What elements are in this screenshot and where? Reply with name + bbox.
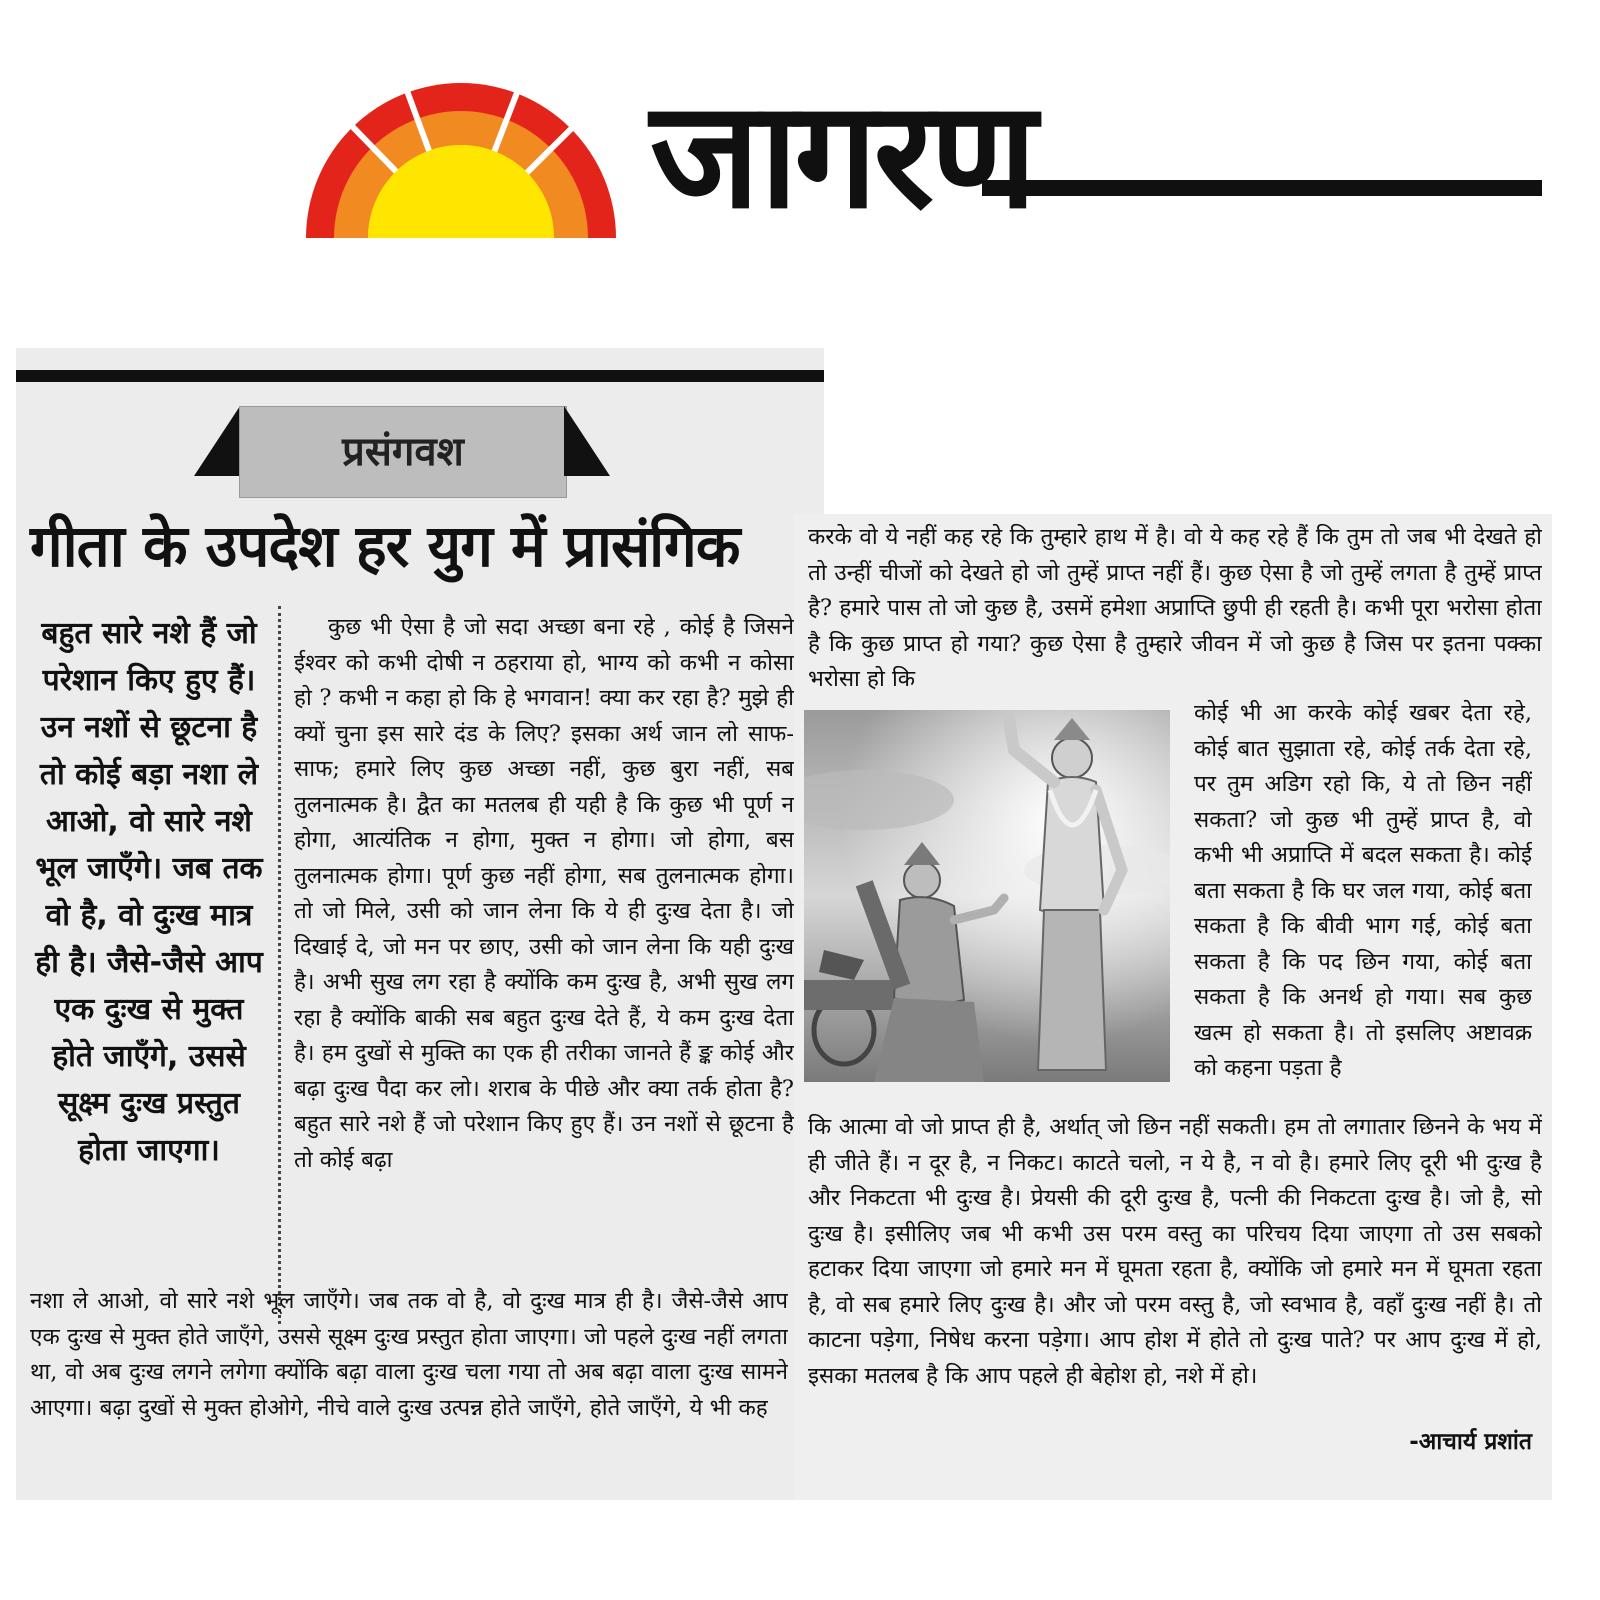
krishna-arjuna-illustration [804,710,1170,1082]
section-tag [194,406,650,496]
left-triangle-icon [194,406,240,496]
right-triangle-icon [564,406,610,496]
article-clipping-right [794,514,1552,1500]
dotted-divider [278,606,281,1324]
article-column-b-side: कोई भी आ करके कोई खबर देता रहे, कोई बात सुझाता रहे, कोई तर्क देता रहे, पर तुम अडिग रहो कि, ये तो छिन नहीं सकता? जो कुछ भी तुम्हें प्राप्त है, वो कभी भी अप्राप्ति में बदल सकता है। कोई बता सकता है कि घर जल गया, कोई बता सकता है कि बीवी भाग गई, कोई बता सकता है कि पद छिन गया, कोई बता सकता है कि अनर्थ हो गया। सब कुछ खत्म हो सकता है। तो इसलिए अष्टावक्र को कहना पड़ता है [1194,700,1532,1081]
byline: -आचार्य प्रशांत [1409,1429,1532,1455]
article-clipping-left [16,348,824,1500]
article-column-b-top: करके वो ये नहीं कह रहे कि तुम्हारे हाथ में है। वो ये कह रहे हैं कि तुम तो जब भी देखते हो तो उन्हीं चीजों को देखते हो जो तुम्हें प्राप्त नहीं हैं। कुछ ऐसा है जो तुम्हें लगता है तुम्हें प्राप्त है? हमारे पास तो जो कुछ है, उसमें हमेशा अप्राप्ति छुपी ही रहती है। कभी पूरा भरोसा होता है कि कुछ प्राप्त हो गया? कुछ ऐसा है तुम्हारे जीवन में जो कुछ है जिस पर इतना पक्का भरोसा हो कि [808,524,1542,692]
headline: गीता के उपदेश हर युग में प्रासंगिक [30,512,740,580]
article-column-a-continued: नशा ले आओ, वो सारे नशे भूल जाएँगे। जब तक वो है, वो दुःख मात्र ही है। जैसे-जैसे आप एक दुःख से मुक्त होते जाएँगे, उससे सूक्ष्म दुःख प्रस्तुत होता जाएगा। जो पहले दुःख नहीं लगता था, वो अब दुःख लगने लगेगा क्योंकि बढ़ा वाला दुःख चला गया तो अब बढ़ा वाला दुःख सामने आएगा। बढ़ा दुखों से मुक्त होओगे, नीचे वाले दुःख उत्पन्न होते जाएँगे, होते जाएँगे, ये भी कह [30,1288,788,1421]
jagran-logo [300,69,1260,250]
pull-quote: बहुत सारे नशे हैं जो परेशान किए हुए हैं। उन नशों से छूटना है तो कोई बड़ा नशा ले आओ, वो सारे नशे भूल जाएँगे। जब तक वो है, वो दुःख मात्र ही है। जैसे-जैसे आप एक दुःख से मुक्त होते जाएँगे, उससे सूक्ष्म दुःख प्रस्तुत होता जाएगा। [35,616,263,1168]
top-rule [16,370,824,382]
logo-headline-bar [982,180,1542,196]
article-column-b-bottom: कि आत्मा वो जो प्राप्त ही है, अर्थात् जो छिन नहीं सकती। हम तो लगातार छिनने के भय में ही जीते हैं। न दूर है, न निकट। काटते चलो, न ये है, न वो है। हमारे लिए दूरी भी दुःख है और निकटता भी दुःख है। प्रेयसी की दूरी दुःख है, पत्नी की निकटता दुःख है। जो है, सो दुःख है। इसीलिए जब भी कभी उस परम वस्तु का परिचय दिया जाएगा तो उस सबको हटाकर दिया जाएगा जो हमारे मन में घूमता रहता है, क्योंकि जो हमारे मन में घूमता रहता है, वो सब हमारे लिए दुःख है। और जो परम वस्तु है, जो स्वभाव है, वहाँ दुःख नहीं है। तो काटना पड़ेगा, निषेध करना पड़ेगा। आप होश में होते तो दुःख पाते? पर आप दुःख में हो, इसका मतलब है कि आप पहले ही बेहोश हो, नशे में हो। [808,1114,1542,1389]
rising-sun-logo-icon [306,80,616,240]
article-column-a: कुछ भी ऐसा है जो सदा अच्छा बना रहे , कोई है जिसने ईश्वर को कभी दोषी न ठहराया हो, भाग्य को कभी न कोसा हो ? कभी न कहा हो कि हे भगवान! क्या कर रहा है? मुझे ही क्यों चुना इस सारे दंड के लिए? इसका अर्थ जान लो साफ-साफ; हमारे लिए कुछ अच्छा नहीं, कुछ बुरा नहीं, सब तुलनात्मक है। द्वैत का मतलब ही यही है कि कुछ भी पूर्ण न होगा, आत्यंतिक न होगा, मुक्त न होगा। जो होगा, बस तुलनात्मक होगा। पूर्ण कुछ नहीं होगा, सब तुलनात्मक होगा। तो जो मिले, उसी को जान लेना कि ये ही दुःख देता है। जो दिखाई दे, जो मन पर छाए, उसी को जान लेना कि यही दुःख है। अभी सुख लग रहा है क्योंकि कम दुःख है, अभी सुख लग रहा है क्योंकि बाकी सब बहुत दुःख देते हैं, ये कम दुःख देता है। हम दुखों से मुक्ति का एक ही तरीका जानते हैं ङ्क कोई और बढ़ा दुःख पैदा कर लो। शराब के पीछे और क्या तर्क होता है? बहुत सारे नशे हैं जो परेशान किए हुए हैं। उन नशों से छूटना है तो कोई बढ़ा [294,614,794,1173]
logo-wordmark: जागरण [650,69,1034,241]
section-tag-label: प्रसंगवश [239,406,567,498]
